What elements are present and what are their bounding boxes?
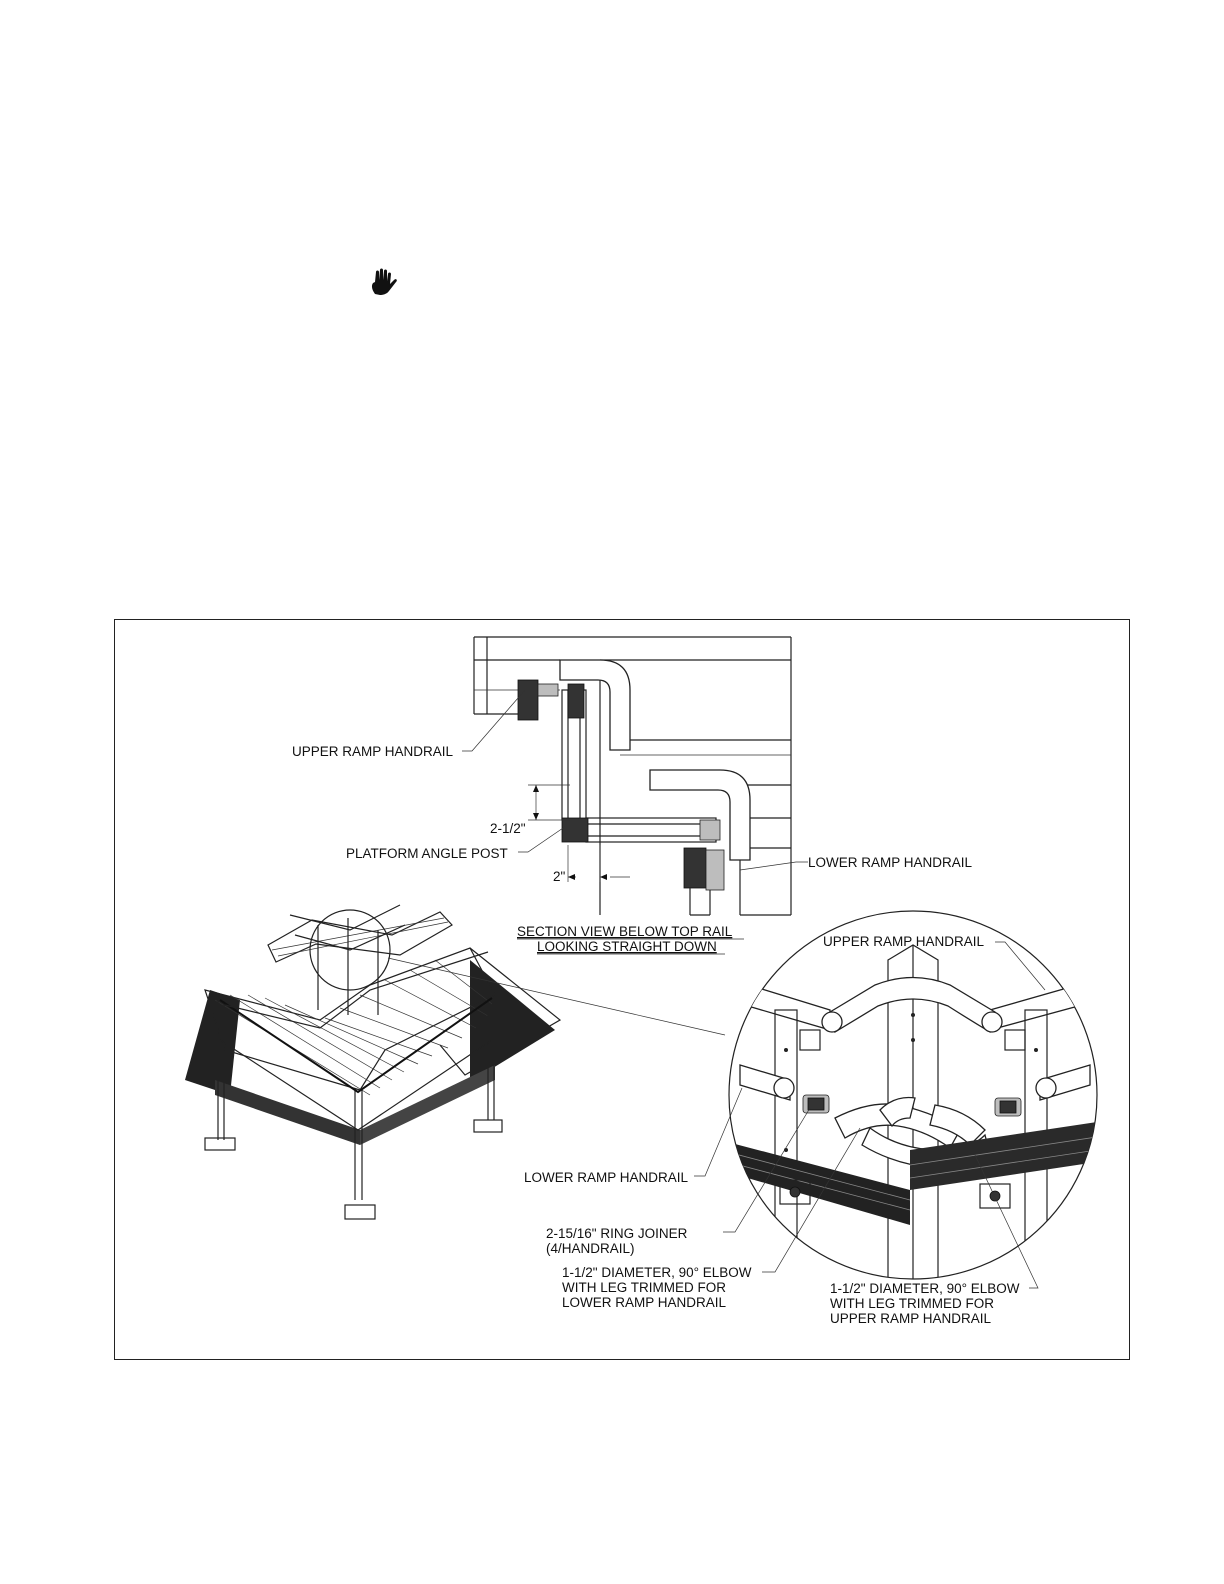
label-elbow-upper-line1: 1-1/2" DIAMETER, 90° ELBOW [830,1281,1020,1296]
detail-circle-view [694,911,1130,1290]
label-dim-2-1-2: 2-1/2" [490,821,526,836]
label-dim-2: 2" [553,869,566,884]
section-view-title-line1: SECTION VIEW BELOW TOP RAIL [517,924,733,939]
label-ring-joiner-line2: (4/HANDRAIL) [546,1241,635,1256]
section-view-title-line2: LOOKING STRAIGHT DOWN [537,939,717,954]
label-upper-ramp-handrail-detail: UPPER RAMP HANDRAIL [823,934,985,949]
label-elbow-upper-line2: WITH LEG TRIMMED FOR [830,1296,994,1311]
label-elbow-lower-line1: 1-1/2" DIAMETER, 90° ELBOW [562,1265,752,1280]
label-elbow-lower-line2: WITH LEG TRIMMED FOR [562,1280,726,1295]
label-platform-angle-post: PLATFORM ANGLE POST [346,846,508,861]
label-lower-ramp-handrail-detail: LOWER RAMP HANDRAIL [524,1170,689,1185]
section-view [462,637,808,915]
label-elbow-upper-line3: UPPER RAMP HANDRAIL [830,1311,992,1326]
label-elbow-lower-line3: LOWER RAMP HANDRAIL [562,1295,727,1310]
label-ring-joiner-line1: 2-15/16" RING JOINER [546,1226,688,1241]
label-lower-ramp-handrail-section: LOWER RAMP HANDRAIL [808,855,973,870]
label-upper-ramp-handrail-section: UPPER RAMP HANDRAIL [292,744,454,759]
